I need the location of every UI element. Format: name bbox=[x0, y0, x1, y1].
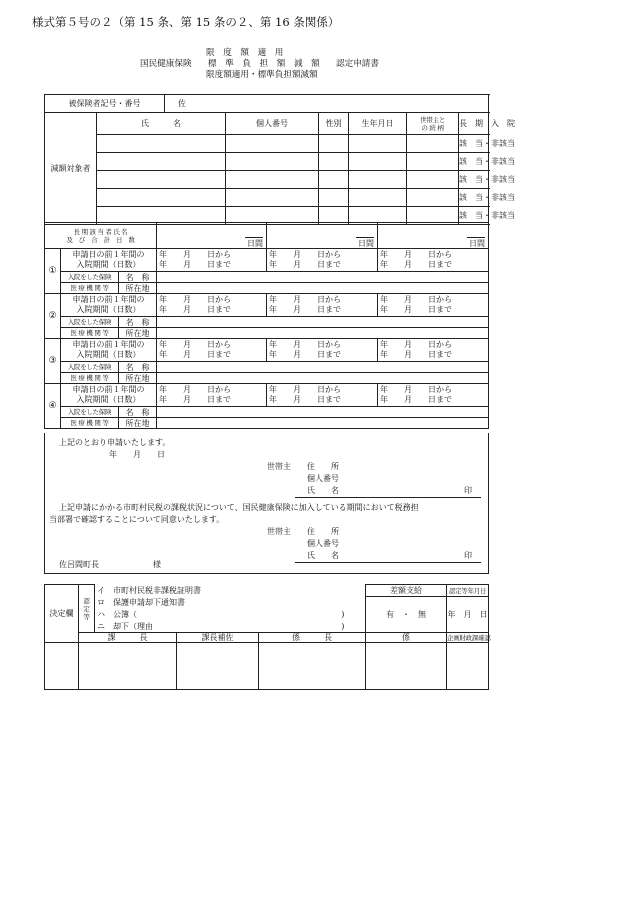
period-range[interactable]: 年 月 日から 年 月 日まで bbox=[267, 384, 378, 407]
header-long-term: 長 期 入 院 bbox=[459, 113, 489, 135]
sagaku-value[interactable]: 有 ・ 無 bbox=[366, 597, 447, 633]
row-personal-no[interactable] bbox=[226, 171, 319, 189]
header-name: 氏 名 bbox=[97, 113, 226, 135]
seal-mark: 印 bbox=[464, 551, 472, 560]
address-label: 住 所 bbox=[307, 462, 339, 471]
hospital-label: 入院をした保険 bbox=[61, 362, 119, 373]
signature-line[interactable] bbox=[295, 497, 481, 498]
long-term-days-2[interactable]: 日間 bbox=[267, 223, 378, 249]
row-sex[interactable] bbox=[319, 135, 349, 153]
insured-number-field[interactable]: 佐 bbox=[165, 95, 489, 113]
period-number: ① bbox=[45, 249, 61, 294]
header-dob: 生年月日 bbox=[349, 113, 407, 135]
hospital-label: 入院をした保険 bbox=[61, 407, 119, 418]
row-relation[interactable] bbox=[407, 171, 459, 189]
date-value[interactable]: 年 月 日 bbox=[447, 597, 489, 633]
addressee-honorific: 様 bbox=[153, 560, 161, 569]
row-long-term[interactable]: 該 当・非該当 bbox=[459, 207, 489, 225]
row-name[interactable] bbox=[97, 135, 226, 153]
long-term-days-1[interactable]: 日間 bbox=[157, 223, 267, 249]
row-relation[interactable] bbox=[407, 135, 459, 153]
facility-address-label: 所在地 bbox=[119, 328, 157, 339]
insured-label: 被保険者記号・番号 bbox=[45, 95, 165, 113]
period-range[interactable]: 年 月 日から 年 月 日まで bbox=[378, 339, 489, 362]
period-label: 申請日の前１年間の 入院期間（日数） bbox=[61, 294, 157, 317]
period-label: 申請日の前１年間の 入院期間（日数） bbox=[61, 339, 157, 362]
hospital-label: 入院をした保険 bbox=[61, 317, 119, 328]
period-number: ③ bbox=[45, 339, 61, 384]
title-line2-right: 認定申請書 bbox=[336, 59, 379, 69]
decision-item-ni[interactable]: ニ 却下（理由 bbox=[95, 621, 321, 633]
long-term-label: 長 期 該 当 者 氏 名 及 び 合 計 日 数 bbox=[45, 223, 157, 249]
facility-address-field[interactable] bbox=[157, 283, 489, 294]
consent-line1: 上記申請にかかる市町村民税の課税状況について、国民健康保険に加入している期間において税務担 bbox=[59, 503, 419, 512]
facility-name-label: 名 称 bbox=[119, 272, 157, 283]
long-term-table bbox=[44, 222, 489, 429]
date-label: 認定等年月日 bbox=[447, 585, 489, 597]
period-range[interactable]: 年 月 日から 年 月 日まで bbox=[157, 294, 267, 317]
decision-item-i[interactable]: イ 市町村民税非課税証明書 bbox=[95, 585, 321, 597]
row-personal-no[interactable] bbox=[226, 189, 319, 207]
decision-label: 決定欄 bbox=[45, 585, 79, 643]
row-dob[interactable] bbox=[349, 171, 407, 189]
facility-address-field[interactable] bbox=[157, 328, 489, 339]
title-line2-mid: 標 準 負 担 額 減 額 bbox=[208, 59, 320, 69]
title-line2-left: 国民健康保険 bbox=[140, 59, 192, 69]
period-range[interactable]: 年 月 日から 年 月 日まで bbox=[157, 384, 267, 407]
stamp-clerk[interactable] bbox=[366, 643, 447, 690]
row-relation[interactable] bbox=[407, 153, 459, 171]
facility-name-field[interactable] bbox=[157, 272, 489, 283]
period-label: 申請日の前１年間の 入院期間（日数） bbox=[61, 249, 157, 272]
hospital-label: 入院をした保険 bbox=[61, 272, 119, 283]
row-long-term[interactable]: 該 当・非該当 bbox=[459, 189, 489, 207]
facility-name-label: 名 称 bbox=[119, 407, 157, 418]
staff-finance: 企画財政課確認 bbox=[447, 633, 491, 642]
long-term-days-3[interactable]: 日間 bbox=[378, 223, 489, 249]
facility-name-field[interactable] bbox=[157, 407, 489, 418]
facility-label: 医 療 機 関 等 bbox=[61, 418, 119, 429]
row-name[interactable] bbox=[97, 189, 226, 207]
row-sex[interactable] bbox=[319, 153, 349, 171]
facility-name-field[interactable] bbox=[157, 362, 489, 373]
facility-address-field[interactable] bbox=[157, 418, 489, 429]
header-relation: 世帯主と の 続 柄 bbox=[407, 113, 459, 135]
decision-item-ha[interactable]: ハ 公簿（ bbox=[95, 609, 321, 621]
row-dob[interactable] bbox=[349, 189, 407, 207]
seal-mark: 印 bbox=[464, 486, 472, 495]
period-range[interactable]: 年 月 日から 年 月 日まで bbox=[157, 249, 267, 272]
sagaku-label: 差額支給 bbox=[366, 585, 447, 597]
staff-clerk: 係 bbox=[366, 633, 447, 643]
row-long-term[interactable]: 該 当・非該当 bbox=[459, 171, 489, 189]
application-table bbox=[44, 94, 515, 225]
form-number: 様式第５号の２（第 15 条、第 15 条の２、第 16 条関係） bbox=[32, 15, 340, 29]
consent-line2: 当部署で確認することについて同意いたします。 bbox=[49, 515, 225, 524]
staff-deputy: 課長補佐 bbox=[177, 633, 259, 643]
row-dob[interactable] bbox=[349, 153, 407, 171]
facility-name-field[interactable] bbox=[157, 317, 489, 328]
stamp-subchief[interactable] bbox=[259, 643, 366, 690]
stamp-finance[interactable] bbox=[447, 643, 489, 690]
nintei-label: 認 定 等 bbox=[79, 585, 95, 633]
facility-address-label: 所在地 bbox=[119, 418, 157, 429]
period-number: ④ bbox=[45, 384, 61, 429]
row-name[interactable] bbox=[97, 153, 226, 171]
decision-item-ro[interactable]: ロ 保護申請却下通知書 bbox=[95, 597, 321, 609]
period-range[interactable]: 年 月 日から 年 月 日まで bbox=[267, 339, 378, 362]
householder-label: 世帯主 bbox=[267, 462, 291, 471]
title-line1: 限 度 額 適 用 bbox=[206, 48, 284, 58]
staff-chief: 課 長 bbox=[79, 633, 177, 643]
staff-subchief: 係 長 bbox=[259, 633, 366, 643]
period-range[interactable]: 年 月 日から 年 月 日まで bbox=[267, 294, 378, 317]
declaration-date[interactable]: 年 月 日 bbox=[109, 450, 165, 459]
declaration-text: 上記のとおり申請いたします。 bbox=[59, 438, 171, 447]
name-label: 氏 名 bbox=[307, 486, 339, 495]
address-label: 住 所 bbox=[307, 527, 339, 536]
facility-label: 医 療 機 関 等 bbox=[61, 373, 119, 384]
paren-close: ) bbox=[321, 621, 366, 633]
header-sex: 性別 bbox=[319, 113, 349, 135]
header-personal-no: 個人番号 bbox=[226, 113, 319, 135]
period-label: 申請日の前１年間の 入院期間（日数） bbox=[61, 384, 157, 407]
declaration-box bbox=[44, 433, 489, 574]
addressee: 佐呂間町長 bbox=[59, 560, 99, 569]
row-name[interactable] bbox=[97, 171, 226, 189]
facility-address-label: 所在地 bbox=[119, 373, 157, 384]
signature-line[interactable] bbox=[295, 562, 481, 563]
period-range[interactable]: 年 月 日から 年 月 日まで bbox=[378, 249, 489, 272]
facility-label: 医 療 機 関 等 bbox=[61, 283, 119, 294]
personal-no-label: 個人番号 bbox=[307, 539, 339, 548]
facility-address-label: 所在地 bbox=[119, 283, 157, 294]
period-number: ② bbox=[45, 294, 61, 339]
row-sex[interactable] bbox=[319, 189, 349, 207]
row-personal-no[interactable] bbox=[226, 153, 319, 171]
stamp-deputy[interactable] bbox=[177, 643, 259, 690]
personal-no-label: 個人番号 bbox=[307, 474, 339, 483]
stamp-chief[interactable] bbox=[79, 643, 177, 690]
row-sex[interactable] bbox=[319, 171, 349, 189]
facility-label: 医 療 機 関 等 bbox=[61, 328, 119, 339]
facility-name-label: 名 称 bbox=[119, 362, 157, 373]
period-range[interactable]: 年 月 日から 年 月 日まで bbox=[267, 249, 378, 272]
row-long-term[interactable]: 該 当・非該当 bbox=[459, 153, 489, 171]
row-relation[interactable] bbox=[407, 189, 459, 207]
facility-address-field[interactable] bbox=[157, 373, 489, 384]
householder-label: 世帯主 bbox=[267, 527, 291, 536]
row-personal-no[interactable] bbox=[226, 135, 319, 153]
row-dob[interactable] bbox=[349, 135, 407, 153]
paren-close: ) bbox=[321, 609, 366, 621]
facility-name-label: 名 称 bbox=[119, 317, 157, 328]
period-range[interactable]: 年 月 日から 年 月 日まで bbox=[378, 384, 489, 407]
period-range[interactable]: 年 月 日から 年 月 日まで bbox=[157, 339, 267, 362]
reduce-target-label: 減額対象者 bbox=[45, 113, 97, 225]
decision-table bbox=[44, 584, 489, 690]
row-long-term[interactable]: 該 当・非該当 bbox=[459, 135, 489, 153]
name-label: 氏 名 bbox=[307, 551, 339, 560]
title-line3: 限度額適用・標準負担額減額 bbox=[206, 70, 318, 80]
period-range[interactable]: 年 月 日から 年 月 日まで bbox=[378, 294, 489, 317]
